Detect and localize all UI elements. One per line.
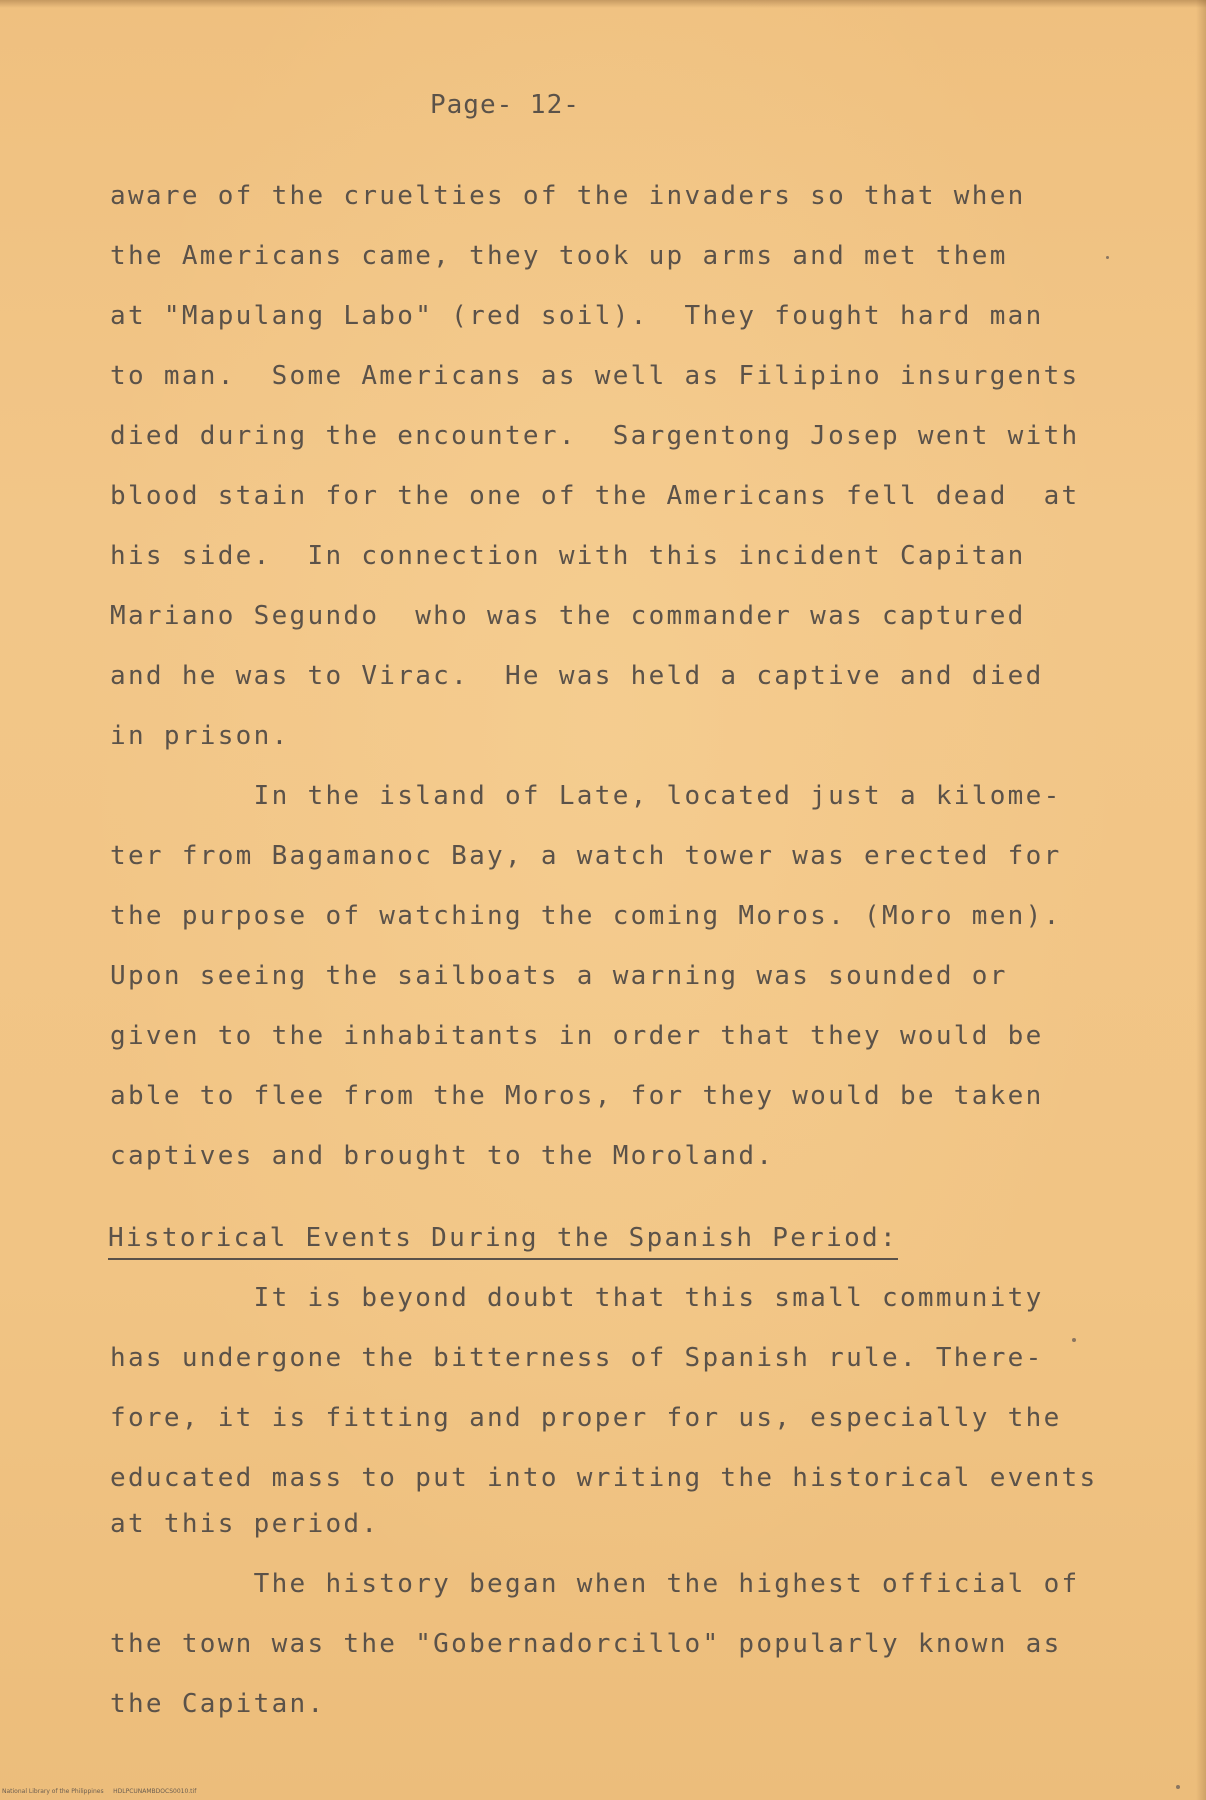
- footer-credit: National Library of the Philippines HDLPCUNAMBDOCS0010.tif: [2, 1788, 197, 1795]
- paragraph2-line: Upon seeing the sailboats a warning was sounded or: [110, 961, 1008, 991]
- paragraph3-line: It is beyond doubt that this small community: [110, 1283, 1044, 1313]
- paragraph2-line: able to flee from the Moros, for they would be taken: [110, 1081, 1044, 1111]
- paragraph3-line: educated mass to put into writing the historical events: [110, 1463, 1098, 1493]
- paragraph1-line: and he was to Virac. He was held a captive and died: [110, 661, 1044, 691]
- paper-top-edge: [0, 0, 1206, 8]
- page-number: Page- 12-: [430, 90, 580, 120]
- paper-speck: [1072, 1338, 1076, 1342]
- paragraph2-line: given to the inhabitants in order that they would be: [110, 1021, 1044, 1051]
- paragraph3-line: fore, it is fitting and proper for us, especially the: [110, 1403, 1062, 1433]
- paragraph4-line: the Capitan.: [110, 1689, 326, 1719]
- paragraph4-line: the town was the "Gobernadorcillo" popularly known as: [110, 1629, 1062, 1659]
- paragraph2-line: In the island of Late, located just a kilome-: [110, 781, 1062, 811]
- paper-speck: [1176, 1785, 1180, 1789]
- paragraph1-line: aware of the cruelties of the invaders so that when: [110, 181, 1026, 211]
- paper-speck: [1106, 256, 1109, 259]
- paragraph2-line: ter from Bagamanoc Bay, a watch tower was erected for: [110, 841, 1062, 871]
- paragraph1-line: died during the encounter. Sargentong Josep went with: [110, 421, 1080, 451]
- paragraph2-line: the purpose of watching the coming Moros. (Moro men).: [110, 901, 1062, 931]
- paragraph1-line: his side. In connection with this incident Capitan: [110, 541, 1026, 571]
- paragraph4-line: The history began when the highest official of: [110, 1569, 1080, 1599]
- paragraph1-line: the Americans came, they took up arms and met them: [110, 241, 1008, 271]
- section-heading: Historical Events During the Spanish Period:: [108, 1222, 898, 1260]
- paragraph1-line: to man. Some Americans as well as Filipino insurgents: [110, 361, 1080, 391]
- paragraph2-line: captives and brought to the Moroland.: [110, 1141, 775, 1171]
- paragraph1-line: at "Mapulang Labo" (red soil). They fought hard man: [110, 301, 1044, 331]
- paragraph1-line: in prison.: [110, 721, 290, 751]
- paragraph1-line: Mariano Segundo who was the commander was captured: [110, 601, 1026, 631]
- paper-right-edge: [1196, 0, 1206, 1800]
- paragraph3-line: has undergone the bitterness of Spanish rule. There-: [110, 1343, 1044, 1373]
- paragraph3-line: at this period.: [110, 1509, 380, 1539]
- paragraph1-line: blood stain for the one of the Americans fell dead at: [110, 481, 1080, 511]
